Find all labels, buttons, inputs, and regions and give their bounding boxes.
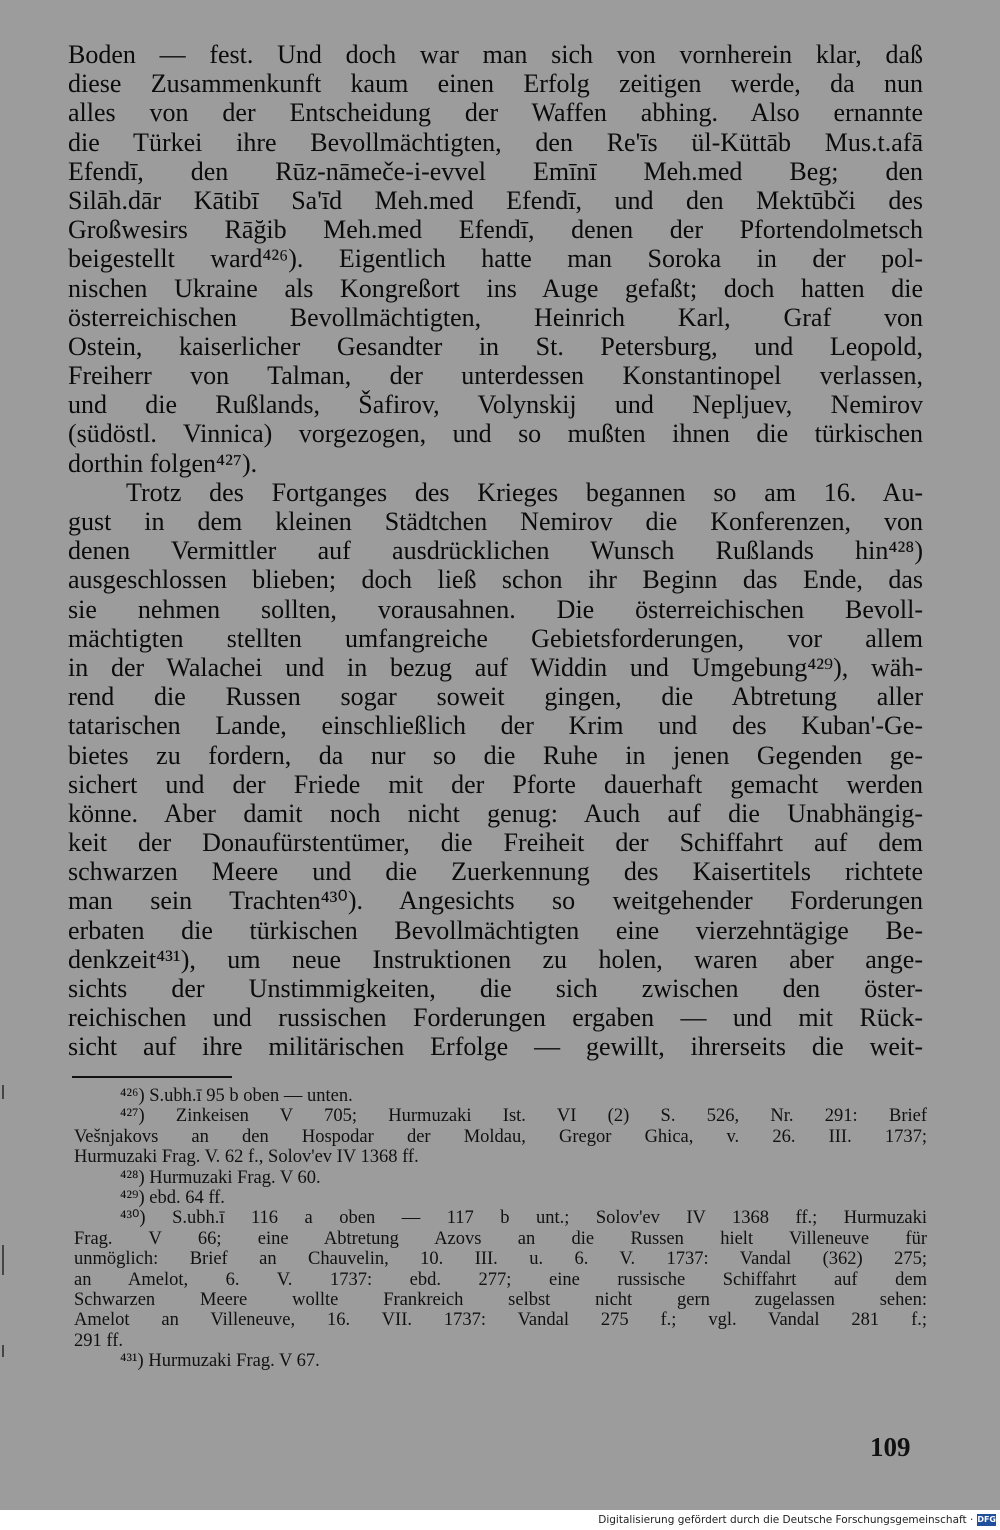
footnote-line: ⁴³⁰) S.ubh.ī 116 a oben — 117 b unt.; Solov'ev IV 1368 ff.; Hurmuzaki	[120, 1208, 927, 1229]
footnote-line: Schwarzen Meere wollte Frankreich selbst nicht gern zugelassen sehen:	[74, 1289, 927, 1310]
footnote-line: ⁴²⁸) Hurmuzaki Frag. V 60.	[120, 1167, 321, 1188]
body-line: in der Walachei und in bezug auf Widdin und Umgebung⁴²⁹), wäh-	[68, 652, 923, 682]
scan-edge-mark	[2, 1345, 4, 1357]
footnote-line: ⁴²⁷) Zinkeisen V 705; Hurmuzaki Ist. VI (2) S. 526, Nr. 291: Brief	[120, 1106, 927, 1127]
body-line: alles von der Entscheidung der Waffen abhing. Also ernannte	[68, 98, 923, 128]
body-line: rend die Russen sogar soweit gingen, die Abtretung aller	[68, 682, 923, 712]
body-line: schwarzen Meere und die Zuerkennung des Kaisertitels richtete	[68, 857, 923, 887]
body-line: könne. Aber damit noch nicht genug: Auch auf die Unabhängig-	[68, 798, 923, 828]
body-line: nischen Ukraine als Kongreßort ins Auge gefaßt; doch hatten die	[68, 273, 923, 303]
body-line: ausgeschlossen blieben; doch ließ schon ihr Beginn das Ende, das	[68, 565, 923, 595]
scan-edge-mark	[2, 1245, 4, 1275]
body-line: erbaten die türkischen Bevollmächtigten eine vierzehntägige Be-	[68, 915, 923, 945]
body-line: mächtigten stellten umfangreiche Gebietsforderungen, vor allem	[68, 623, 923, 653]
body-line: Großwesirs Rāğib Meh.med Efendī, denen der Pfortendolmetsch	[68, 215, 923, 245]
body-line: Trotz des Fortganges des Krieges begannen so am 16. Au-	[126, 477, 923, 507]
footnote-line: an Amelot, 6. V. 1737: ebd. 277; eine russische Schiffahrt auf dem	[74, 1269, 927, 1290]
body-line: Silāh.dār Kātibī Sa'īd Meh.med Efendī, und den Mektūbči des	[68, 185, 923, 215]
footnote-line: ⁴²⁶) S.ubh.ī 95 b oben — unten.	[120, 1086, 353, 1106]
body-line: sichert und der Friede mit der Pforte dauerhaft gemacht werden	[68, 769, 923, 799]
footnote-separator	[72, 1076, 232, 1078]
body-line: sie nehmen sollten, vorausahnen. Die österreichischen Bevoll-	[68, 594, 923, 624]
body-line: sichts der Unstimmigkeiten, die sich zwischen den öster-	[68, 974, 923, 1003]
body-line: die Türkei ihre Bevollmächtigten, den Re'īs ül-Küttāb Mus.t.afā	[68, 127, 923, 157]
footnote-line: Vešnjakovs an den Hospodar der Moldau, Gregor Ghica, v. 26. III. 1737;	[74, 1126, 927, 1147]
footnote-line: ⁴³¹) Hurmuzaki Frag. V 67.	[120, 1351, 320, 1372]
footnotes	[74, 1086, 927, 1371]
body-line: keit der Donaufürstentümer, die Freiheit der Schiffahrt auf dem	[68, 828, 923, 858]
body-text	[68, 40, 923, 1062]
page-number: 109	[870, 1432, 911, 1462]
footnote-line: 291 ff.	[74, 1330, 123, 1351]
body-line: diese Zusammenkunft kaum einen Erfolg zeitigen werde, da nun	[68, 69, 923, 99]
body-line: (südöstl. Vinnica) vorgezogen, und so mußten ihnen die türkischen	[68, 419, 923, 449]
scan-edge-mark	[2, 1085, 4, 1099]
body-line: denen Vermittler auf ausdrücklichen Wunsch Rußlands hin⁴²⁸)	[68, 536, 923, 566]
footnote-line: ⁴²⁹) ebd. 64 ff.	[120, 1187, 225, 1208]
body-line: man sein Trachten⁴³⁰). Angesichts so weitgehender Forderungen	[68, 886, 923, 916]
footnote-line: Frag. V 66; eine Abtretung Azovs an die Russen hielt Villeneuve für	[74, 1228, 927, 1249]
footnote-line: unmöglich: Brief an Chauvelin, 10. III. u. 6. V. 1737: Vandal (362) 275;	[74, 1249, 927, 1270]
body-line: denkzeit⁴³¹), um neue Instruktionen zu holen, waren aber ange-	[68, 944, 923, 974]
digitization-footer	[600, 1512, 996, 1528]
footnote-line: Hurmuzaki Frag. V. 62 f., Solov'ev IV 1368 ff.	[74, 1147, 419, 1168]
body-line: sicht auf ihre militärischen Erfolge — gewillt, ihrerseits die weit-	[68, 1032, 923, 1062]
footer-credit: Digitalisierung gefördert durch die Deutsche Forschungsgemeinschaft ·	[598, 1514, 974, 1526]
body-line: beigestellt ward⁴²⁶). Eigentlich hatte man Soroka in der pol-	[68, 244, 923, 274]
body-line: Freiherr von Talman, der unterdessen Konstantinopel verlassen,	[68, 361, 923, 391]
body-line: und die Rußlands, Šafirov, Volynskij und Nepljuev, Nemirov	[68, 390, 923, 420]
footnote-line: Amelot an Villeneuve, 16. VII. 1737: Vandal 275 f.; vgl. Vandal 281 f.;	[74, 1310, 927, 1331]
body-line: Ostein, kaiserlicher Gesandter in St. Petersburg, und Leopold,	[68, 331, 923, 361]
body-line: österreichischen Bevollmächtigten, Heinrich Karl, Graf von	[68, 302, 923, 332]
dfg-logo: DFG	[977, 1515, 996, 1524]
body-line: reichischen und russischen Forderungen ergaben — und mit Rück-	[68, 1003, 923, 1033]
body-line: Boden — fest. Und doch war man sich von vornherein klar, daß	[68, 40, 923, 69]
body-line: Efendī, den Rūz-nāmeče-i-evvel Emīnī Meh.med Beg; den	[68, 156, 923, 186]
body-line: tatarischen Lande, einschließlich der Krim und des Kuban'-Ge-	[68, 711, 923, 741]
body-line: gust in dem kleinen Städtchen Nemirov die Konferenzen, von	[68, 507, 923, 536]
body-line: dorthin folgen⁴²⁷).	[68, 448, 258, 478]
body-line: bietes zu fordern, da nur so die Ruhe in jenen Gegenden ge-	[68, 740, 923, 770]
